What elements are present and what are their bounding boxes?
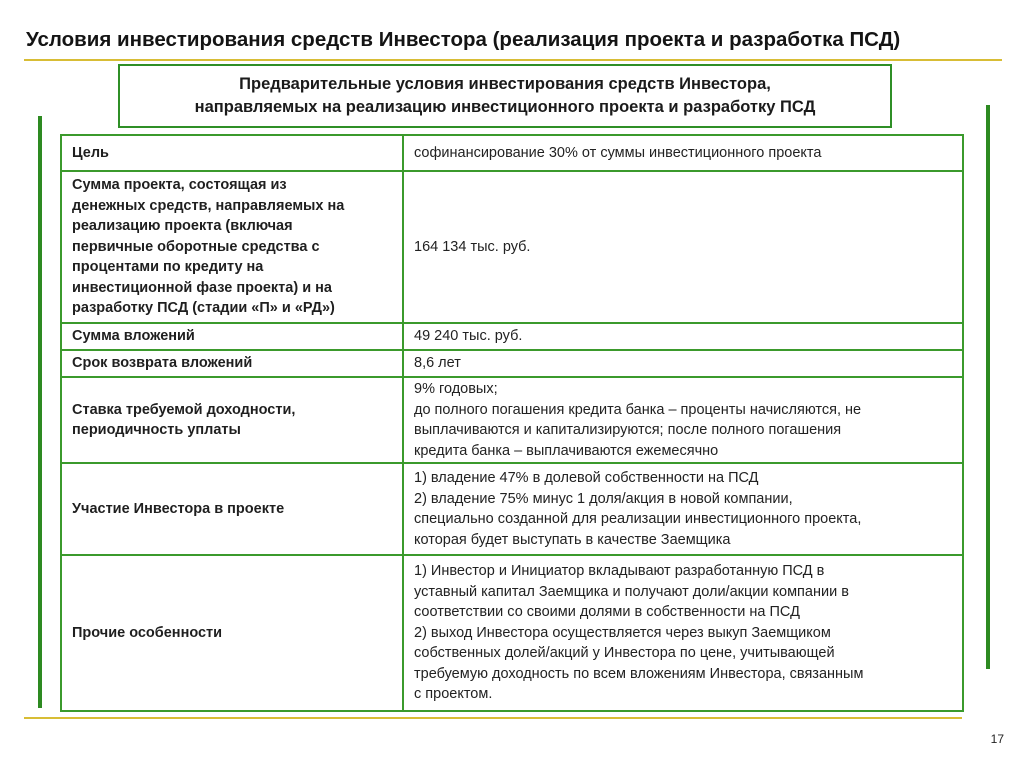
left-accent-bar [38, 116, 42, 708]
row-label [61, 323, 403, 350]
row-value-text: 164 134 тыс. руб. [414, 238, 531, 255]
row-label-text: периодичность уплаты [72, 422, 241, 438]
subtitle-text [195, 73, 816, 119]
table-row-goal [61, 135, 963, 171]
row-label-text: денежных средств, направляемых на [72, 197, 345, 214]
table-row-yield-rate [61, 377, 963, 463]
row-label [61, 377, 403, 463]
row-value-text: собственных долей/акций у Инвестора по цене, учитывающей [414, 645, 835, 662]
slide-title: Условия инвестирования средств Инвестора (реализация проекта и разработка ПСД) [26, 28, 901, 51]
row-value [403, 555, 963, 711]
row-value-text: 2) владение 75% минус 1 доля/акция в новой компании, [414, 490, 793, 507]
row-value-text: с проектом. [414, 686, 493, 703]
row-value-text: до полного погашения кредита банка – проценты начисляются, не [414, 401, 862, 418]
row-value-text: 1) Инвестор и Инициатор вкладывают разработанную ПСД в [414, 563, 825, 580]
top-rule [24, 59, 1002, 61]
row-label-text: Срок возврата вложений [72, 355, 253, 372]
table-row-other-features [61, 555, 963, 711]
row-label-text: реализацию проекта (включая [72, 218, 293, 235]
row-value-text: 8,6 лет [414, 355, 461, 372]
row-value-text: специально созданной для реализации инвестиционного проекта, [414, 511, 862, 527]
row-label-text: Прочие особенности [72, 624, 223, 641]
table-row-return-period [61, 350, 963, 377]
row-value [403, 135, 963, 171]
row-value-text: софинансирование 30% от суммы инвестиционного проекта [414, 144, 822, 161]
row-value-text: 1) владение 47% в долевой собственности на ПСД [414, 470, 759, 486]
row-label-text: Сумма вложений [72, 328, 195, 345]
row-label [61, 135, 403, 171]
subtitle-line-2: направляемых на реализацию инвестиционного проекта и разработку ПСД [194, 98, 816, 116]
row-label-text: Сумма проекта, состоящая из [72, 177, 287, 194]
row-value-text: 9% годовых; [414, 381, 498, 397]
table-row-investor-participation [61, 463, 963, 555]
row-value-text: соответствии со своими долями в собственности на ПСД [414, 604, 800, 621]
row-value [403, 463, 963, 555]
table-row-investment-sum [61, 323, 963, 350]
subtitle-line-1: Предварительные условия инвестирования средств Инвестора, [239, 75, 771, 93]
subtitle-box [118, 64, 892, 128]
row-label [61, 463, 403, 555]
row-label-text: Цель [72, 144, 109, 161]
row-label [61, 171, 403, 323]
row-value-text: кредита банка – выплачиваются ежемесячно [414, 442, 719, 459]
row-label [61, 555, 403, 711]
row-value-text: 49 240 тыс. руб. [414, 328, 523, 345]
row-label [61, 350, 403, 377]
row-label-text: инвестиционной фазе проекта) и на [72, 279, 332, 296]
row-value-text: которая будет выступать в качестве Заемщика [414, 531, 731, 548]
row-value [403, 171, 963, 323]
row-label-text: Ставка требуемой доходности, [72, 401, 296, 418]
investment-terms-table [60, 134, 964, 712]
row-label-text: Участие Инвестора в проекте [72, 500, 285, 517]
right-accent-bar [986, 105, 990, 669]
row-value [403, 377, 963, 463]
row-value-text: 2) выход Инвестора осуществляется через выкуп Заемщиком [414, 624, 831, 641]
row-value [403, 350, 963, 377]
page-number: 17 [990, 732, 1004, 746]
row-label-text: разработку ПСД (стадии «П» и «РД») [72, 300, 335, 317]
row-label-text: процентами по кредиту на [72, 259, 264, 276]
table-row-project-sum [61, 171, 963, 323]
bottom-rule [24, 717, 962, 719]
row-value-text: требуемую доходность по всем вложениям Инвестора, связанным [414, 665, 864, 682]
row-value [403, 323, 963, 350]
row-label-text: первичные оборотные средства с [72, 238, 320, 255]
row-value-text: уставный капитал Заемщика и получают доли/акции компании в [414, 583, 849, 600]
row-value-text: выплачиваются и капитализируются; после полного погашения [414, 422, 842, 438]
